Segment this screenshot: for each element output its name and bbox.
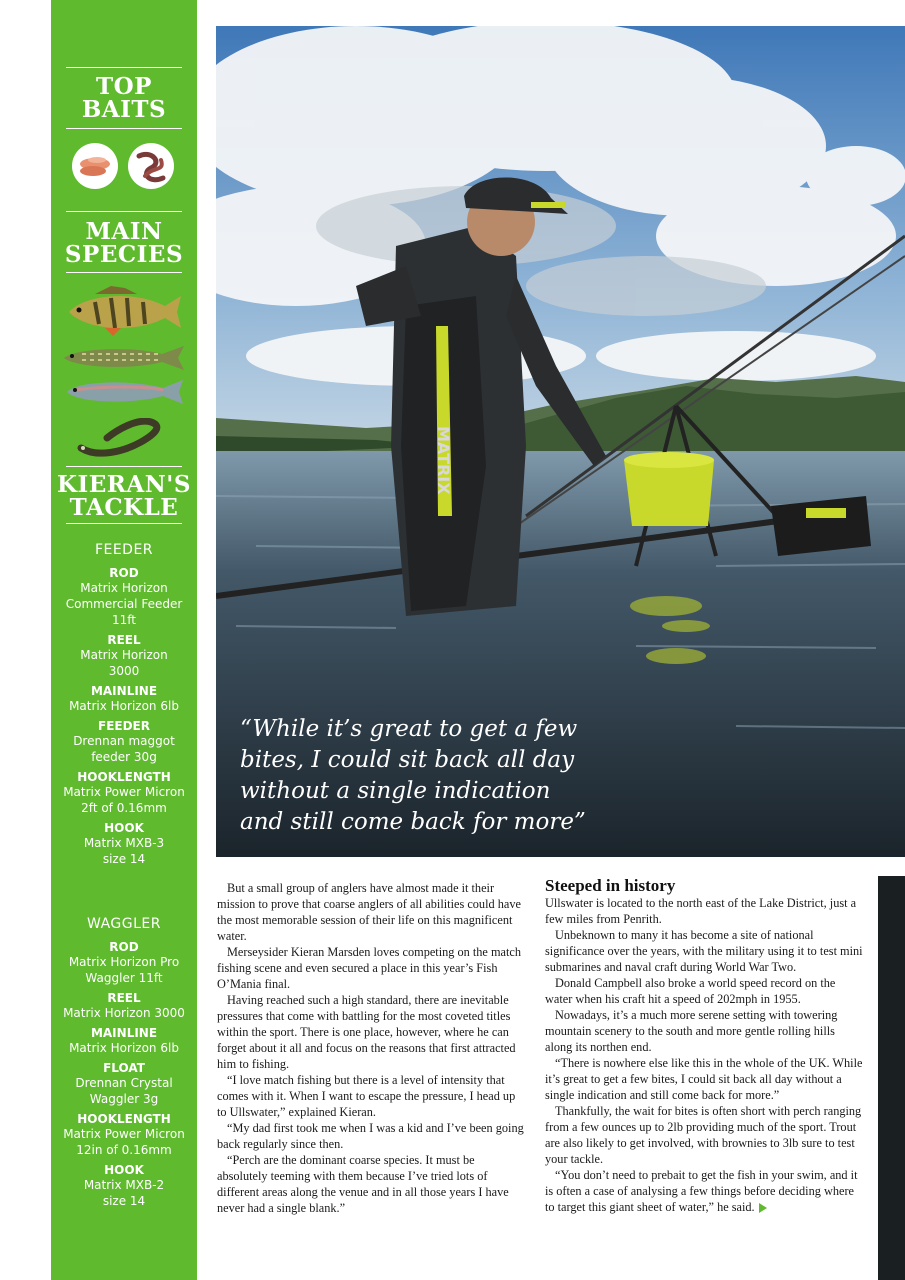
tackle-item	[51, 940, 197, 986]
tackle-value	[51, 835, 197, 867]
divider	[66, 67, 182, 68]
tackle-value-line: Matrix Horizon 6lb	[69, 1041, 179, 1055]
tackle-item	[51, 566, 197, 628]
paragraph: Merseysider Kieran Marsden loves competing on the match fishing scene and even secured a place in this year’s Fish O’Mania final.	[217, 945, 522, 991]
tackle-value	[51, 647, 197, 679]
tackle-title-line: TACKLE	[69, 494, 179, 521]
paragraph: Unbeknown to many it has become a site of national significance over the years, with the military using it to test mini submarines and naval craft during World War Two.	[545, 928, 863, 974]
tackle-value-line: Waggler 11ft	[85, 971, 163, 985]
tackle-value	[51, 784, 197, 816]
pull-quote-line: and still come back for more”	[240, 809, 586, 835]
tackle-label: REEL	[107, 991, 141, 1005]
tackle-value-line: size 14	[102, 852, 146, 866]
eel-icon	[77, 418, 165, 458]
sidebar	[51, 0, 197, 1280]
pull-quote-line: “While it’s great to get a few	[240, 716, 578, 742]
tackle-label: MAINLINE	[90, 1026, 158, 1040]
main-species-title	[51, 220, 197, 266]
tackle-label: HOOK	[104, 1163, 144, 1177]
tackle-value-line: Matrix Power Micron	[63, 785, 185, 799]
tackle-label: ROD	[109, 940, 139, 954]
paragraph: But a small group of anglers have almost made it their mission to prove that coarse anglers of all abilities could have the most memorable session of their life on this magnificent water.	[217, 881, 521, 943]
tackle-value-line: Drennan maggot	[73, 734, 175, 748]
tackle-title-line: KIERAN'S	[57, 471, 191, 498]
tackle-item	[51, 1163, 197, 1209]
tackle-value-line: 11ft	[112, 613, 136, 627]
tackle-value-line: Matrix Horizon 3000	[63, 1006, 185, 1020]
tackle-value-line: Waggler 3g	[89, 1092, 159, 1106]
tackle-value-line: 3000	[108, 664, 140, 678]
tackle-label: HOOKLENGTH	[77, 1112, 171, 1126]
top-baits-title-line: BAITS	[81, 96, 167, 123]
paragraph: “Perch are the dominant coarse species. It must be absolutely teeming with them because I’ve tried lots of different areas along the venue and in all those years I have never had a single blank.”	[217, 1153, 509, 1215]
pull-quote-line: bites, I could sit back all day	[240, 747, 575, 773]
tackle-value-line: Matrix Horizon Pro	[68, 955, 180, 969]
divider	[66, 466, 182, 467]
wader-brand-label: MATRIX	[434, 426, 453, 495]
pull-quote-line: without a single indication	[240, 778, 551, 804]
perch-icon	[65, 284, 183, 336]
tackle-value-line: feeder 30g	[91, 750, 157, 764]
tackle-value-line: Commercial Feeder	[65, 597, 183, 611]
paragraph: Thankfully, the wait for bites is often short with perch ranging from a few ounces up to 2lb providing much of the sport. Trout are also likely to get involved, with brownies to 3lb sure to test your tackle.	[545, 1104, 862, 1166]
tackle-item	[51, 633, 197, 679]
divider	[66, 128, 182, 129]
tackle-value-line: Drennan Crystal	[75, 1076, 173, 1090]
tackle-value-line: size 14	[102, 1194, 146, 1208]
tackle-title	[51, 473, 197, 519]
paragraph-last	[545, 1167, 863, 1215]
pike-icon	[62, 340, 186, 374]
main-species-title-line: SPECIES	[64, 241, 184, 268]
feeder-tackle-list	[51, 542, 197, 872]
paragraph: Donald Campbell also broke a world speed record on the water when his craft hit a speed of 202mph in 1955.	[545, 976, 836, 1006]
tackle-label: ROD	[109, 566, 139, 580]
top-baits-title	[51, 75, 197, 121]
tackle-label: HOOKLENGTH	[77, 770, 171, 784]
tackle-value	[51, 1075, 197, 1107]
tackle-value-line: Matrix Horizon	[80, 581, 168, 595]
waggler-tackle-list	[51, 916, 197, 1214]
article-column-2	[545, 876, 863, 1215]
paragraph: Ullswater is located to the north east of the Lake District, just a few miles from Penrith.	[545, 896, 857, 926]
divider	[66, 211, 182, 212]
maggot-bait-icon	[71, 142, 119, 190]
feeder-heading: FEEDER	[94, 542, 154, 558]
waggler-heading: WAGGLER	[87, 916, 161, 932]
tackle-item	[51, 1026, 197, 1056]
tackle-value-line: Matrix MXB-3	[83, 836, 165, 850]
main-species-title-line: MAIN	[85, 218, 163, 245]
tackle-item	[51, 821, 197, 867]
tackle-value	[51, 733, 197, 765]
tackle-label: REEL	[107, 633, 141, 647]
paragraph: “There is nowhere else like this in the whole of the UK. While it’s great to get a few bites, I could sit back all day without a single indication and still come back for more.”	[545, 1056, 863, 1102]
paragraph: Nowadays, it’s a much more serene setting with towering mountain scenery to the south and more gentle rolling hills along its northen end.	[545, 1008, 838, 1054]
section-heading: Steeped in history	[545, 876, 676, 895]
tackle-value	[51, 698, 197, 714]
tackle-value	[51, 1126, 197, 1158]
tackle-value-line: Matrix MXB-2	[83, 1178, 165, 1192]
tackle-value	[51, 1177, 197, 1209]
tackle-value-line: Matrix Horizon	[80, 648, 168, 662]
divider	[66, 523, 182, 524]
tackle-value	[51, 1040, 197, 1056]
paragraph: “I love match fishing but there is a level of intensity that comes with it. When I want to escape the pressure, I head up to Ullswater,” explained Kieran.	[217, 1073, 516, 1119]
tackle-value-line: 12in of 0.16mm	[76, 1143, 172, 1157]
top-baits-title-line: TOP	[96, 73, 152, 100]
pull-quote	[240, 714, 660, 838]
divider	[66, 272, 182, 273]
trout-icon	[65, 376, 185, 408]
tackle-value-line: Matrix Power Micron	[63, 1127, 185, 1141]
tackle-label: MAINLINE	[90, 684, 158, 698]
tackle-value-line: Matrix Horizon 6lb	[69, 699, 179, 713]
worm-bait-icon	[127, 142, 175, 190]
tackle-label: HOOK	[104, 821, 144, 835]
tackle-item	[51, 770, 197, 816]
tackle-label: FLOAT	[103, 1061, 145, 1075]
tackle-value	[51, 1005, 197, 1021]
tackle-item	[51, 991, 197, 1021]
tackle-value	[51, 580, 197, 628]
paragraph-text: “You don’t need to prebait to get the fish in your swim, and it is often a case of analysing a few things before deciding where to target this giant sheet of water,” he said.	[545, 1168, 858, 1214]
tackle-item	[51, 1061, 197, 1107]
tackle-item	[51, 719, 197, 765]
tackle-value-line: 2ft of 0.16mm	[81, 801, 167, 815]
paragraph: “My dad first took me when I was a kid and I’ve been going back regularly since then.	[217, 1121, 524, 1151]
adjacent-photo-edge	[878, 876, 905, 1280]
tackle-item	[51, 1112, 197, 1158]
tackle-item	[51, 684, 197, 714]
tackle-value	[51, 954, 197, 986]
paragraph: Having reached such a high standard, there are inevitable pressures that come with battling for the most coveted titles within the sport. There is one place, however, where he can forget about it all and focus on the reasons that first attracted him to fishing.	[217, 993, 516, 1071]
tackle-label: FEEDER	[98, 719, 150, 733]
article-column-1	[217, 880, 527, 1216]
end-mark-icon	[759, 1203, 767, 1213]
